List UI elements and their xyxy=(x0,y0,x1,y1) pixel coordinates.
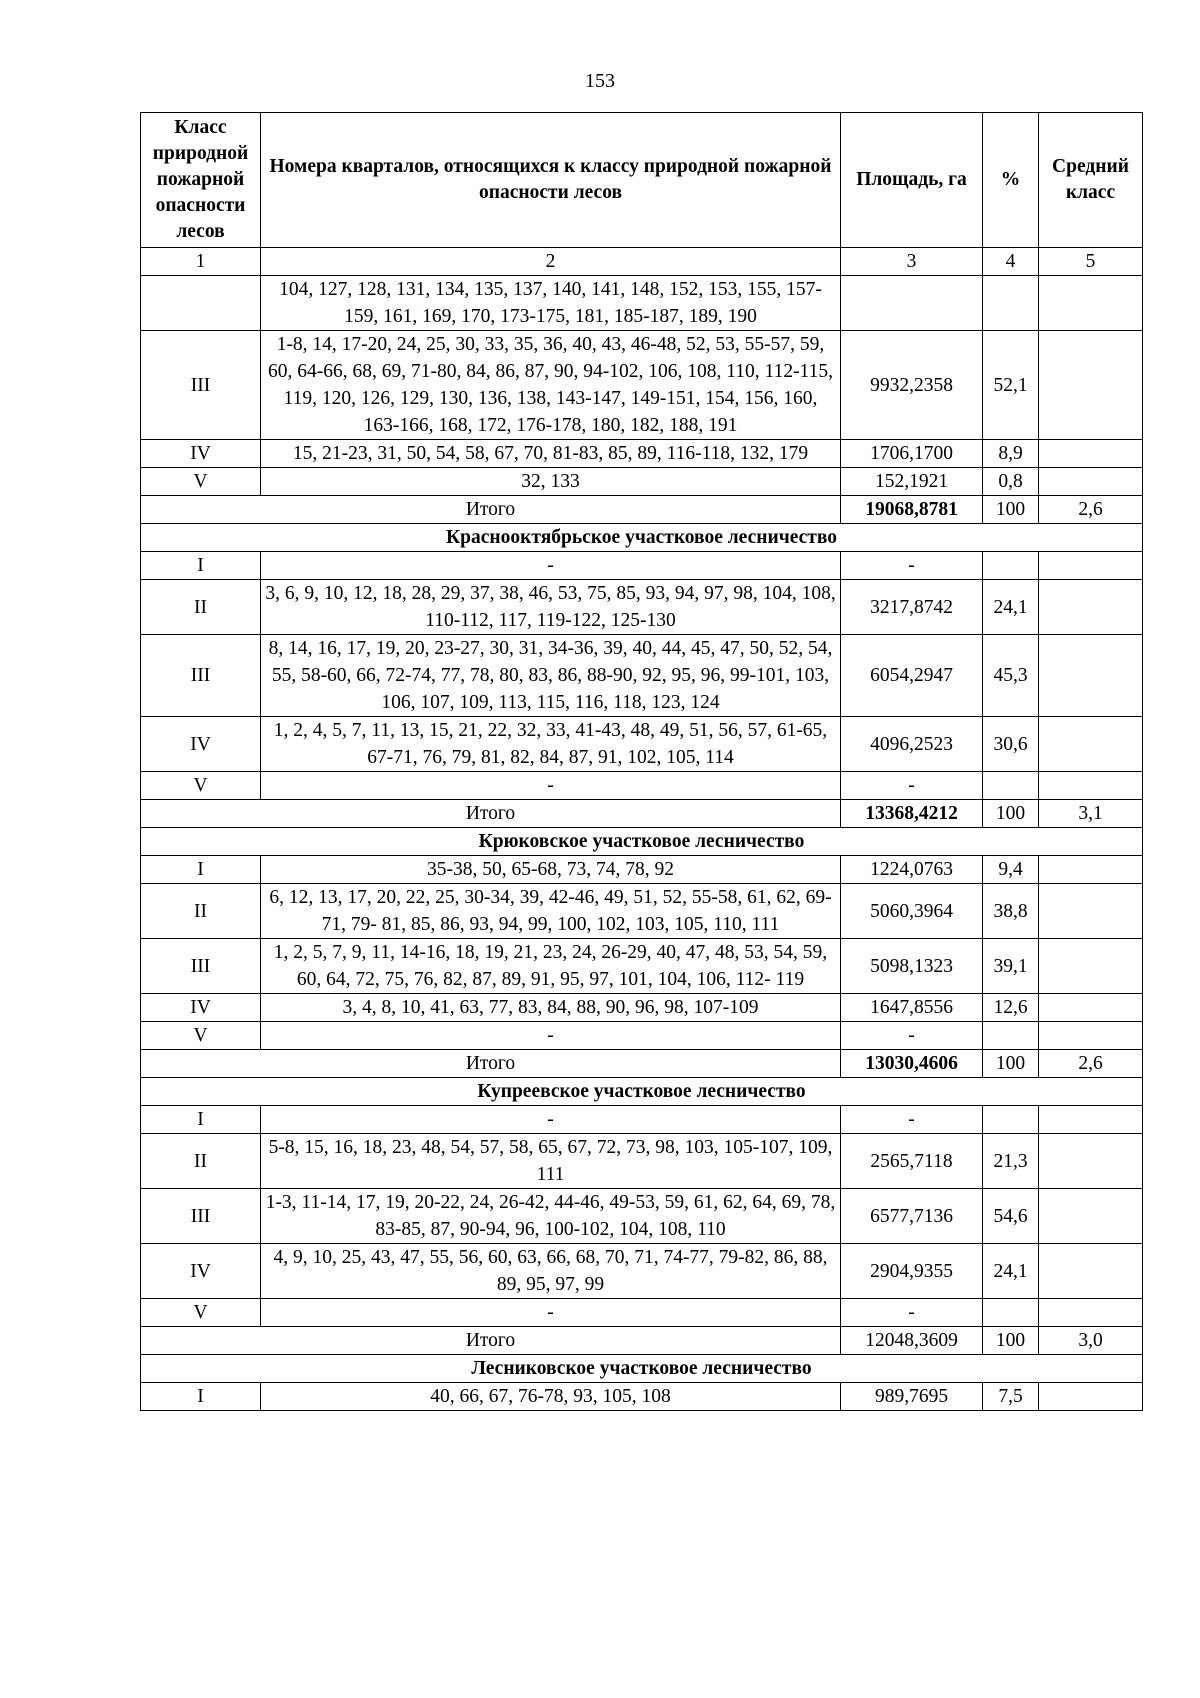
class-cell: I xyxy=(141,1383,261,1411)
class-cell: V xyxy=(141,772,261,800)
percent-cell: 39,1 xyxy=(983,939,1039,994)
table-row xyxy=(141,1189,1143,1244)
total-row xyxy=(141,1050,1143,1078)
area-cell: 2565,7118 xyxy=(841,1134,983,1189)
total-area: 12048,3609 xyxy=(841,1327,983,1355)
quarters-cell: 5-8, 15, 16, 18, 23, 48, 54, 57, 58, 65, 67, 72, 73, 98, 103, 105-107, 109, 111 xyxy=(261,1134,841,1189)
table-row xyxy=(141,884,1143,939)
area-cell: - xyxy=(841,1299,983,1327)
section-title: Крюковское участковое лесничество xyxy=(141,828,1143,856)
percent-cell xyxy=(983,1299,1039,1327)
table-row xyxy=(141,1106,1143,1134)
total-label: Итого xyxy=(141,496,841,524)
class-cell: II xyxy=(141,884,261,939)
forestry-section-row xyxy=(141,524,1143,552)
table-row xyxy=(141,1383,1143,1411)
table-row xyxy=(141,1244,1143,1299)
avg-class-cell xyxy=(1039,440,1143,468)
percent-cell: 0,8 xyxy=(983,468,1039,496)
avg-class-cell xyxy=(1039,580,1143,635)
area-cell: 152,1921 xyxy=(841,468,983,496)
table-row xyxy=(141,635,1143,717)
area-cell: 4096,2523 xyxy=(841,717,983,772)
avg-class-cell xyxy=(1039,884,1143,939)
quarters-cell: 15, 21-23, 31, 50, 54, 58, 67, 70, 81-83, 85, 89, 116-118, 132, 179 xyxy=(261,440,841,468)
quarters-cell: 3, 6, 9, 10, 12, 18, 28, 29, 37, 38, 46, 53, 75, 85, 93, 94, 97, 98, 104, 108, 110-112, 117, 119-122, 125-130 xyxy=(261,580,841,635)
total-label: Итого xyxy=(141,800,841,828)
class-cell: II xyxy=(141,1134,261,1189)
avg-class-cell xyxy=(1039,1244,1143,1299)
quarters-cell: 6, 12, 13, 17, 20, 22, 25, 30-34, 39, 42-46, 49, 51, 52, 55-58, 61, 62, 69-71, 79- 81, 85, 86, 93, 94, 99, 100, 102, 103, 105, 110, 111 xyxy=(261,884,841,939)
table-row xyxy=(141,552,1143,580)
class-cell: III xyxy=(141,1189,261,1244)
area-cell: 6577,7136 xyxy=(841,1189,983,1244)
avg-class-cell xyxy=(1039,772,1143,800)
class-cell: IV xyxy=(141,717,261,772)
forestry-section-row xyxy=(141,1078,1143,1106)
total-percent: 100 xyxy=(983,1050,1039,1078)
area-cell: 989,7695 xyxy=(841,1383,983,1411)
total-avg-class: 2,6 xyxy=(1039,496,1143,524)
total-row xyxy=(141,800,1143,828)
quarters-cell: - xyxy=(261,772,841,800)
table-row xyxy=(141,772,1143,800)
column-number: 2 xyxy=(261,248,841,276)
header-area: Площадь, га xyxy=(841,113,983,248)
header-percent: % xyxy=(983,113,1039,248)
total-area: 19068,8781 xyxy=(841,496,983,524)
quarters-cell: 4, 9, 10, 25, 43, 47, 55, 56, 60, 63, 66, 68, 70, 71, 74-77, 79-82, 86, 88, 89, 95, 97, 99 xyxy=(261,1244,841,1299)
forestry-section-row xyxy=(141,828,1143,856)
table-row xyxy=(141,468,1143,496)
avg-class-cell xyxy=(1039,331,1143,440)
quarters-cell: - xyxy=(261,552,841,580)
forestry-section-row xyxy=(141,1355,1143,1383)
table-row xyxy=(141,276,1143,331)
percent-cell xyxy=(983,772,1039,800)
section-title: Лесниковское участковое лесничество xyxy=(141,1355,1143,1383)
avg-class-cell xyxy=(1039,717,1143,772)
area-cell: 5060,3964 xyxy=(841,884,983,939)
avg-class-cell xyxy=(1039,635,1143,717)
table-row xyxy=(141,1299,1143,1327)
class-cell: IV xyxy=(141,440,261,468)
total-label: Итого xyxy=(141,1050,841,1078)
total-area: 13368,4212 xyxy=(841,800,983,828)
quarters-cell: 104, 127, 128, 131, 134, 135, 137, 140, 141, 148, 152, 153, 155, 157-159, 161, 169, 170, 173-175, 181, 185-187, 189, 190 xyxy=(261,276,841,331)
percent-cell: 24,1 xyxy=(983,1244,1039,1299)
class-cell: III xyxy=(141,939,261,994)
quarters-cell: 1-3, 11-14, 17, 19, 20-22, 24, 26-42, 44-46, 49-53, 59, 61, 62, 64, 69, 78, 83-85, 87, 90-94, 96, 100-102, 104, 108, 110 xyxy=(261,1189,841,1244)
area-cell: 2904,9355 xyxy=(841,1244,983,1299)
total-row xyxy=(141,496,1143,524)
percent-cell: 9,4 xyxy=(983,856,1039,884)
percent-cell: 21,3 xyxy=(983,1134,1039,1189)
avg-class-cell xyxy=(1039,468,1143,496)
percent-cell: 24,1 xyxy=(983,580,1039,635)
percent-cell: 8,9 xyxy=(983,440,1039,468)
quarters-cell: 40, 66, 67, 76-78, 93, 105, 108 xyxy=(261,1383,841,1411)
column-number: 3 xyxy=(841,248,983,276)
total-avg-class: 3,1 xyxy=(1039,800,1143,828)
class-cell: V xyxy=(141,1022,261,1050)
percent-cell: 38,8 xyxy=(983,884,1039,939)
class-cell: IV xyxy=(141,1244,261,1299)
quarters-cell: 1-8, 14, 17-20, 24, 25, 30, 33, 35, 36, 40, 43, 46-48, 52, 53, 55-57, 59, 60, 64-66, 68, 69, 71-80, 84, 86, 87, 90, 94-102, 106, 108, 110, 112-115, 119, 120, 126, 129, 130, 136, 138, 143-147, 149-151, 154, 156, 160, 163-166, 168, 172, 176-178, 180, 182, 188, 191 xyxy=(261,331,841,440)
percent-cell xyxy=(983,552,1039,580)
avg-class-cell xyxy=(1039,1134,1143,1189)
avg-class-cell xyxy=(1039,856,1143,884)
class-cell: I xyxy=(141,552,261,580)
column-number-row xyxy=(141,248,1143,276)
area-cell: 1706,1700 xyxy=(841,440,983,468)
column-number: 4 xyxy=(983,248,1039,276)
area-cell: 1224,0763 xyxy=(841,856,983,884)
class-cell: III xyxy=(141,635,261,717)
class-cell: IV xyxy=(141,994,261,1022)
quarters-cell: - xyxy=(261,1022,841,1050)
total-percent: 100 xyxy=(983,1327,1039,1355)
section-title: Краснооктябрьское участковое лесничество xyxy=(141,524,1143,552)
class-cell: I xyxy=(141,1106,261,1134)
table-row xyxy=(141,939,1143,994)
avg-class-cell xyxy=(1039,939,1143,994)
table-row xyxy=(141,580,1143,635)
quarters-cell: 32, 133 xyxy=(261,468,841,496)
area-cell: 6054,2947 xyxy=(841,635,983,717)
avg-class-cell xyxy=(1039,1189,1143,1244)
percent-cell: 54,6 xyxy=(983,1189,1039,1244)
area-cell: - xyxy=(841,1022,983,1050)
quarters-cell: - xyxy=(261,1299,841,1327)
class-cell: V xyxy=(141,468,261,496)
class-cell: III xyxy=(141,331,261,440)
table-row xyxy=(141,856,1143,884)
section-title: Купреевское участковое лесничество xyxy=(141,1078,1143,1106)
total-avg-class: 2,6 xyxy=(1039,1050,1143,1078)
table-row xyxy=(141,440,1143,468)
area-cell: - xyxy=(841,1106,983,1134)
area-cell xyxy=(841,276,983,331)
table-row xyxy=(141,1022,1143,1050)
total-area: 13030,4606 xyxy=(841,1050,983,1078)
class-cell: II xyxy=(141,580,261,635)
total-label: Итого xyxy=(141,1327,841,1355)
table-row xyxy=(141,717,1143,772)
class-cell: I xyxy=(141,856,261,884)
area-cell: 5098,1323 xyxy=(841,939,983,994)
quarters-cell: 3, 4, 8, 10, 41, 63, 77, 83, 84, 88, 90, 96, 98, 107-109 xyxy=(261,994,841,1022)
total-percent: 100 xyxy=(983,496,1039,524)
quarters-cell: 1, 2, 5, 7, 9, 11, 14-16, 18, 19, 21, 23, 24, 26-29, 40, 47, 48, 53, 54, 59, 60, 64, 72, 75, 76, 82, 87, 89, 91, 95, 97, 101, 104, 106, 112- 119 xyxy=(261,939,841,994)
percent-cell xyxy=(983,276,1039,331)
avg-class-cell xyxy=(1039,1022,1143,1050)
percent-cell: 45,3 xyxy=(983,635,1039,717)
avg-class-cell xyxy=(1039,1299,1143,1327)
avg-class-cell xyxy=(1039,994,1143,1022)
percent-cell: 52,1 xyxy=(983,331,1039,440)
avg-class-cell xyxy=(1039,1383,1143,1411)
avg-class-cell xyxy=(1039,276,1143,331)
total-avg-class: 3,0 xyxy=(1039,1327,1143,1355)
area-cell: 9932,2358 xyxy=(841,331,983,440)
table-row xyxy=(141,331,1143,440)
header-quarters: Номера кварталов, относящихся к классу природной пожарной опасности лесов xyxy=(261,113,841,248)
table-body xyxy=(141,276,1143,1411)
percent-cell: 7,5 xyxy=(983,1383,1039,1411)
area-cell: - xyxy=(841,552,983,580)
percent-cell xyxy=(983,1106,1039,1134)
fire-danger-table xyxy=(140,112,1143,1411)
header-class: Класс природной пожарной опасности лесов xyxy=(141,113,261,248)
quarters-cell: 1, 2, 4, 5, 7, 11, 13, 15, 21, 22, 32, 33, 41-43, 48, 49, 51, 56, 57, 61-65, 67-71, 76, 79, 81, 82, 84, 87, 91, 102, 105, 114 xyxy=(261,717,841,772)
area-cell: 1647,8556 xyxy=(841,994,983,1022)
percent-cell: 12,6 xyxy=(983,994,1039,1022)
class-cell xyxy=(141,276,261,331)
page-number: 153 xyxy=(585,70,615,92)
table-row xyxy=(141,994,1143,1022)
quarters-cell: 8, 14, 16, 17, 19, 20, 23-27, 30, 31, 34-36, 39, 40, 44, 45, 47, 50, 52, 54, 55, 58-60, 66, 72-74, 77, 78, 80, 83, 86, 88-90, 92, 95, 96, 99-101, 103, 106, 107, 109, 113, 115, 116, 118, 123, 124 xyxy=(261,635,841,717)
quarters-cell: 35-38, 50, 65-68, 73, 74, 78, 92 xyxy=(261,856,841,884)
percent-cell: 30,6 xyxy=(983,717,1039,772)
header-avg-class: Средний класс xyxy=(1039,113,1143,248)
class-cell: V xyxy=(141,1299,261,1327)
table-row xyxy=(141,1134,1143,1189)
quarters-cell: - xyxy=(261,1106,841,1134)
percent-cell xyxy=(983,1022,1039,1050)
header-row xyxy=(141,113,1143,248)
total-percent: 100 xyxy=(983,800,1039,828)
total-row xyxy=(141,1327,1143,1355)
column-number: 1 xyxy=(141,248,261,276)
column-number: 5 xyxy=(1039,248,1143,276)
area-cell: - xyxy=(841,772,983,800)
area-cell: 3217,8742 xyxy=(841,580,983,635)
avg-class-cell xyxy=(1039,552,1143,580)
avg-class-cell xyxy=(1039,1106,1143,1134)
